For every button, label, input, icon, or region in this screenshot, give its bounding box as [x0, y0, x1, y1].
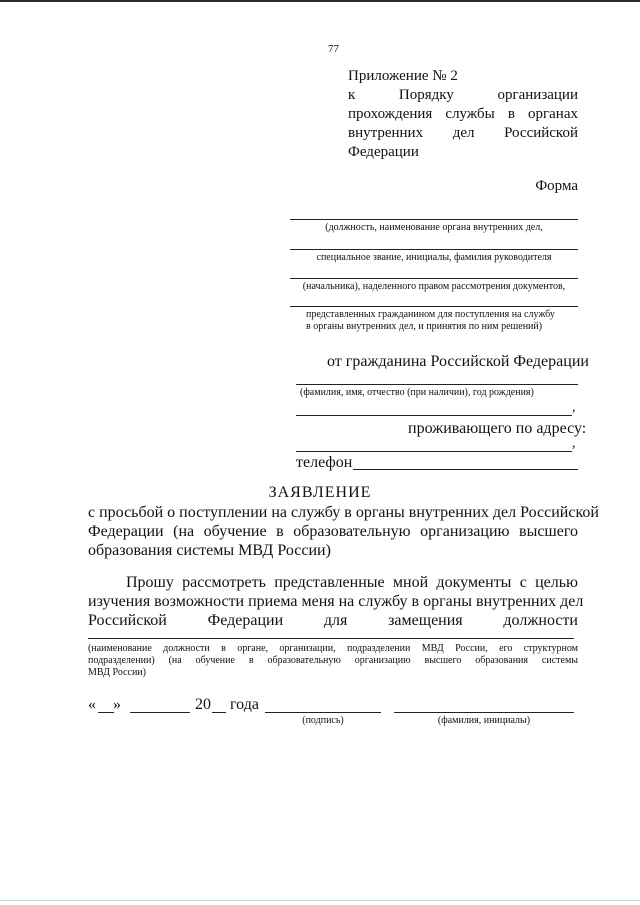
addressee-line-4 — [290, 306, 578, 307]
day-line — [98, 712, 114, 713]
addressee-line-2 — [290, 249, 578, 250]
body-row-2: изучения возможности приема меня на службу в органы внутренних дел — [88, 593, 584, 610]
addressee-caption-4a: представленных гражданином для поступления на службу — [306, 309, 555, 320]
year-prefix: 20 — [195, 696, 211, 713]
appendix-title: Приложение № 2 — [348, 68, 458, 84]
position-caption-row-3: МВД России) — [88, 667, 146, 678]
quote-close: » — [113, 696, 121, 713]
subject-row-1: с просьбой о поступлении на службу в органы внутренних дел Российской — [88, 504, 599, 521]
statement-body — [88, 573, 584, 630]
full-name-caption: (фамилия, инициалы) — [437, 715, 531, 726]
appendix-line-3: прохождения службы в органах — [348, 106, 578, 122]
body-row-1: Прошу рассмотреть представленные мной документы с целью — [126, 574, 578, 591]
year-line — [212, 712, 226, 713]
position-line — [88, 638, 574, 639]
position-caption-row-2: подразделении) (на обучение в образовательную организацию высшего образования системы — [88, 655, 578, 666]
appendix-block — [348, 67, 578, 162]
applicant-name-line — [296, 384, 578, 385]
applicant-name-caption: (фамилия, имя, отчество (при наличии), год рождения) — [300, 387, 534, 398]
signature-caption: (подпись) — [302, 715, 344, 726]
top-border — [0, 0, 640, 2]
form-label: Форма — [535, 178, 578, 194]
comma-1: , — [572, 400, 576, 415]
appendix-line-5: Федерации — [348, 144, 419, 160]
phone-line — [353, 469, 578, 470]
statement-title: ЗАЯВЛЕНИЕ — [268, 484, 372, 501]
page-number: 77 — [328, 43, 339, 55]
comma-2: , — [572, 436, 576, 451]
phone-label: телефон — [296, 454, 353, 471]
residing-label: проживающего по адресу: — [408, 420, 587, 437]
statement-subject — [88, 503, 599, 560]
month-line — [130, 712, 190, 713]
addressee-caption-4b: в органы внутренних дел, и принятия по ним решений) — [306, 321, 543, 332]
addressee-caption-2: специальное звание, инициалы, фамилия руководителя — [316, 252, 552, 263]
addressee-caption-3: (начальника), наделенного правом рассмотрения документов, — [302, 281, 566, 292]
addressee-line-3 — [290, 278, 578, 279]
bottom-border — [0, 900, 640, 901]
position-caption-row-1: (наименование должности в органе, организации, подразделении МВД России, его структурном — [88, 643, 578, 654]
signature-line — [265, 712, 381, 713]
position-caption — [88, 643, 578, 679]
addressee-line-1 — [290, 219, 578, 220]
body-row-3: Российской Федерации для замещения должности — [88, 612, 578, 629]
applicant-from: от гражданина Российской Федерации — [327, 353, 589, 370]
addressee-caption-1: (должность, наименование органа внутренних дел, — [325, 222, 543, 233]
subject-row-2: Федерации (на обучение в образовательную организацию высшего — [88, 523, 578, 540]
appendix-line-4: внутренних дел Российской — [348, 125, 578, 141]
year-suffix: года — [230, 696, 259, 713]
subject-row-3: образования системы МВД России) — [88, 542, 331, 559]
full-name-line — [394, 712, 574, 713]
address-line — [296, 451, 572, 452]
quote-open: « — [88, 696, 96, 713]
appendix-line-2: к Порядку организации — [348, 87, 578, 103]
applicant-extra-line — [296, 415, 572, 416]
